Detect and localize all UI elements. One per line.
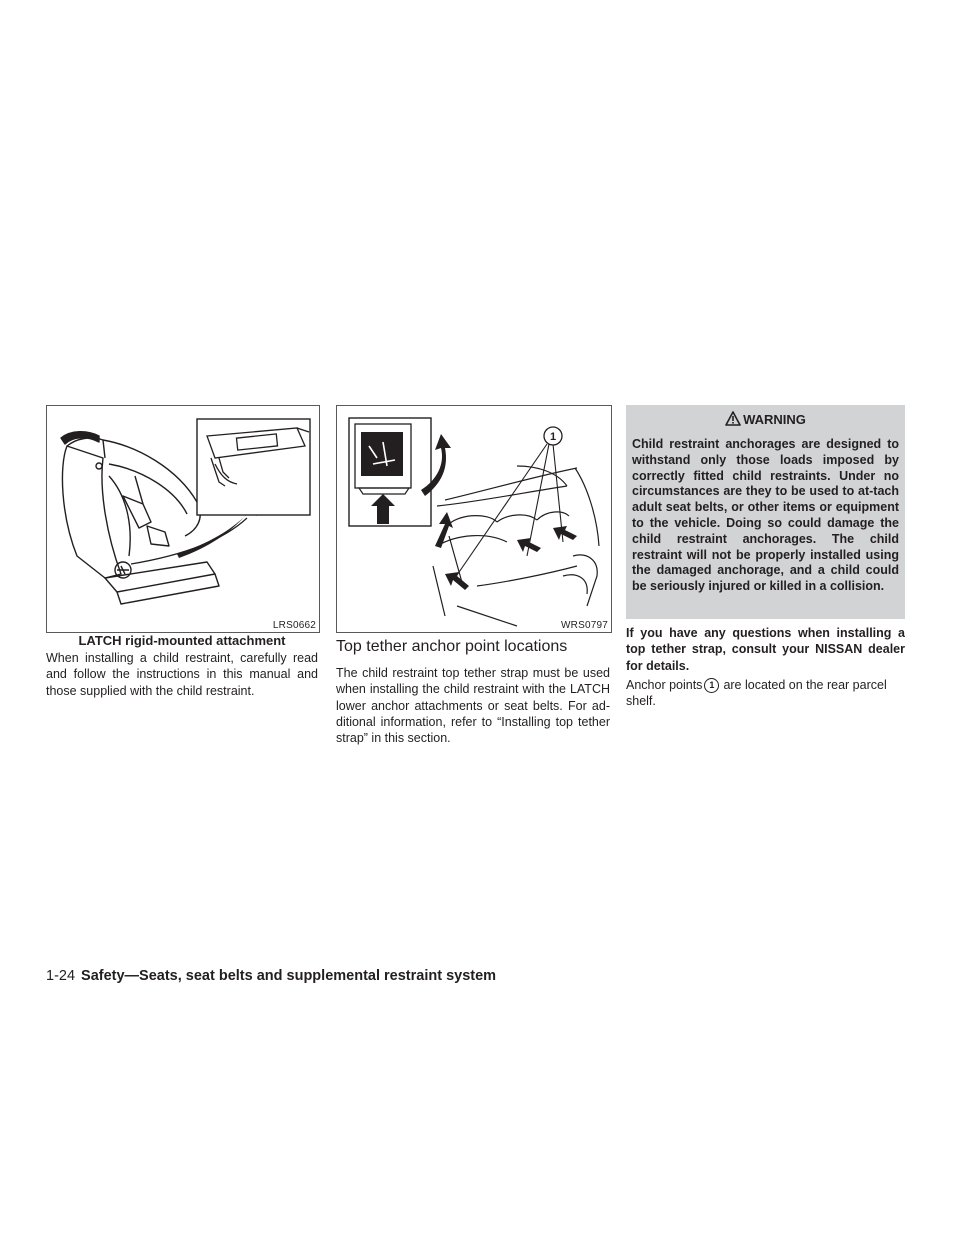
figure-code: WRS0797 bbox=[561, 620, 608, 631]
section-heading: Top tether anchor point locations bbox=[336, 638, 568, 655]
chapter-title: Safety—Seats, seat belts and supplemental restraint system bbox=[81, 968, 497, 984]
anchor-number-badge: 1 bbox=[704, 678, 719, 693]
tether-illustration bbox=[337, 406, 611, 632]
anchor-text-after: are located on the rear parcel shelf. bbox=[626, 678, 887, 709]
tether-paragraph: The child restraint top tether strap must be used when installing the child restraint with the LATCH lower anchor attachments or seat belts. For ad-ditional information, refer to “Installing top tether strap” in this section. bbox=[336, 666, 610, 746]
callout-number: 1 bbox=[549, 431, 557, 443]
page-number: 1-24 bbox=[46, 968, 76, 984]
figure-caption: LATCH rigid-mounted attachment bbox=[78, 633, 286, 648]
anchor-points-paragraph bbox=[626, 677, 905, 710]
latch-illustration bbox=[47, 406, 319, 632]
figure-code: LRS0662 bbox=[272, 620, 316, 631]
warning-text: Child restraint anchorages are designed to withstand only those loads imposed by correctly fitted child restraints. Under no circumstances are they to be used to at-tach adult seat belts, or other items or equipment to the vehicle. Doing so could damage the child restraint anchorages. The child restraint will not be properly installed using the damaged anchorage, and a child could be seriously injured or killed in a collision. bbox=[632, 437, 899, 594]
latch-instructions-paragraph: When installing a child restraint, carefully read and follow the instructions in this manual and those supplied with the child restraint. bbox=[46, 651, 318, 698]
warning-icon bbox=[725, 411, 741, 429]
figure-latch-attachment bbox=[46, 405, 320, 633]
figure-tether-anchor bbox=[336, 405, 612, 633]
warning-box bbox=[626, 405, 905, 619]
warning-title-text: WARNING bbox=[743, 412, 806, 427]
consult-dealer-paragraph: If you have any questions when installing a top tether strap, consult your NISSAN dealer for details. bbox=[626, 626, 905, 673]
warning-title bbox=[626, 411, 905, 429]
page-footer bbox=[46, 968, 496, 984]
anchor-text-before: Anchor points bbox=[626, 678, 703, 692]
